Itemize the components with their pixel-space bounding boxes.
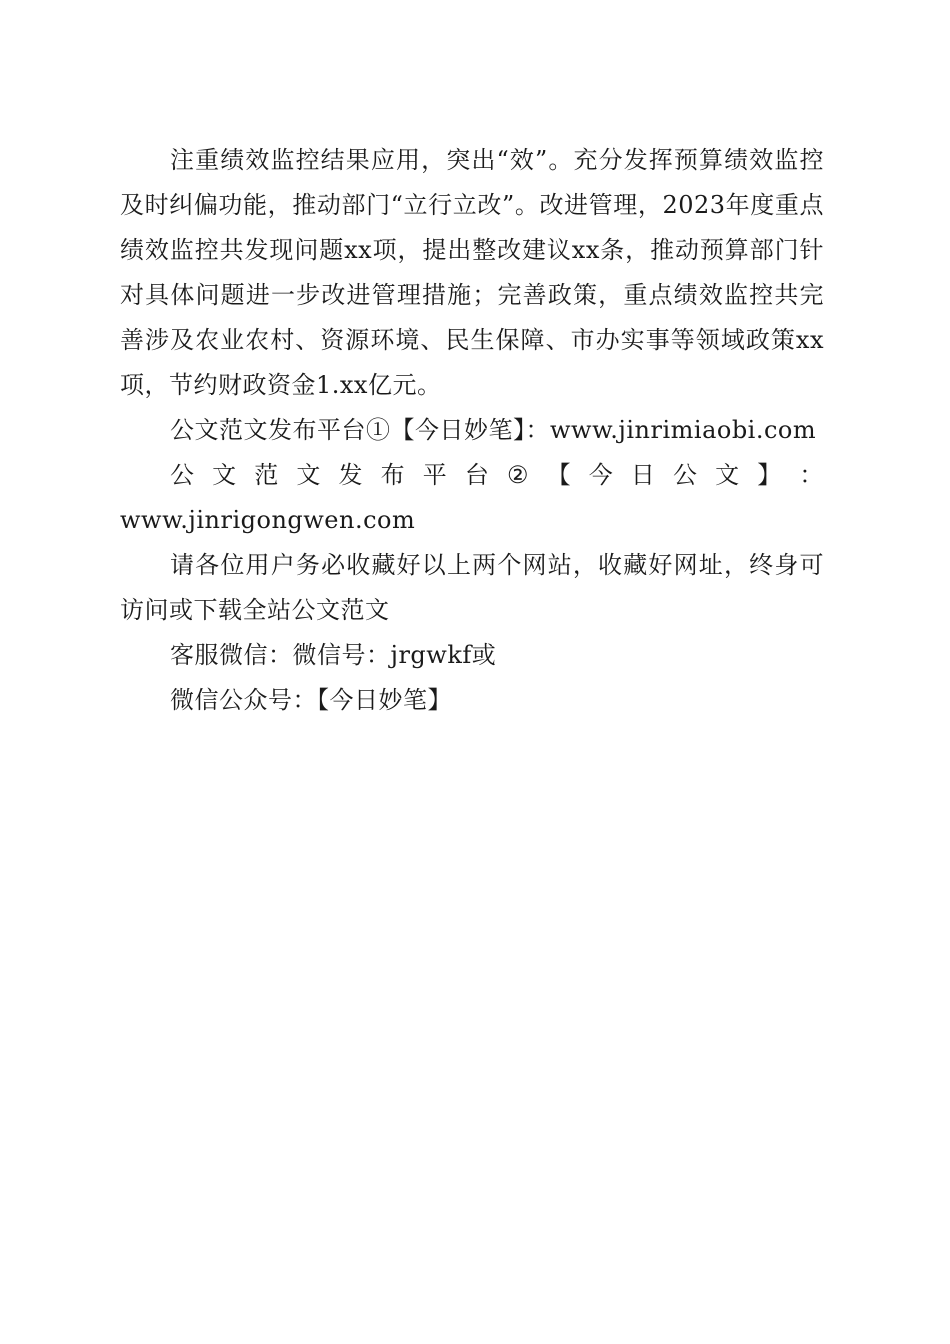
document-body bbox=[120, 138, 824, 723]
platform-two-char: 日 bbox=[630, 461, 656, 489]
platform-two-char: 布 bbox=[380, 461, 406, 489]
official-account-line: 微信公众号：【今日妙笔】 bbox=[170, 686, 452, 714]
platform-two-label bbox=[120, 453, 824, 498]
platform-two-char: 文 bbox=[212, 461, 237, 489]
platform-two-char: 范 bbox=[254, 461, 279, 489]
platform-two-url: www.jinrigongwen.com bbox=[120, 506, 416, 534]
platform-one-line: 公文范文发布平台①【今日妙笔】：www.jinrimiaobi.com bbox=[170, 416, 817, 444]
platform-two-char: 【 bbox=[546, 461, 572, 489]
platform-two-char: 发 bbox=[338, 461, 363, 489]
main-paragraph: 注重绩效监控结果应用，突出“效”。充分发挥预算绩效监控及时纠偏功能，推动部门“立行立改”。改进管理，2023年度重点绩效监控共发现问题xx项，提出整改建议xx条，推动预算部门针对具体问题进一步改进管理措施；完善政策，重点绩效监控共完善涉及农业农村、资源环境、民生保障、市办实事等领域政策xx项，节约财政资金1.xx亿元。 bbox=[120, 146, 824, 399]
service-wechat-line: 客服微信：微信号：jrgwkf或 bbox=[170, 641, 497, 669]
platform-two-char: 台 bbox=[464, 461, 490, 489]
platform-two-char: 今 bbox=[588, 461, 614, 489]
platform-two-char: ： bbox=[799, 461, 824, 489]
platform-two-char: 公 bbox=[170, 461, 195, 489]
platform-two-char: 文 bbox=[715, 461, 740, 489]
platform-two-char: 公 bbox=[673, 461, 698, 489]
reminder-paragraph: 请各位用户务必收藏好以上两个网站，收藏好网址，终身可访问或下载全站公文范文 bbox=[120, 551, 824, 624]
platform-two-char: 平 bbox=[422, 461, 448, 489]
platform-two-char: 】 bbox=[757, 461, 782, 489]
platform-two-char: ② bbox=[507, 461, 530, 489]
platform-two-char: 文 bbox=[296, 461, 321, 489]
